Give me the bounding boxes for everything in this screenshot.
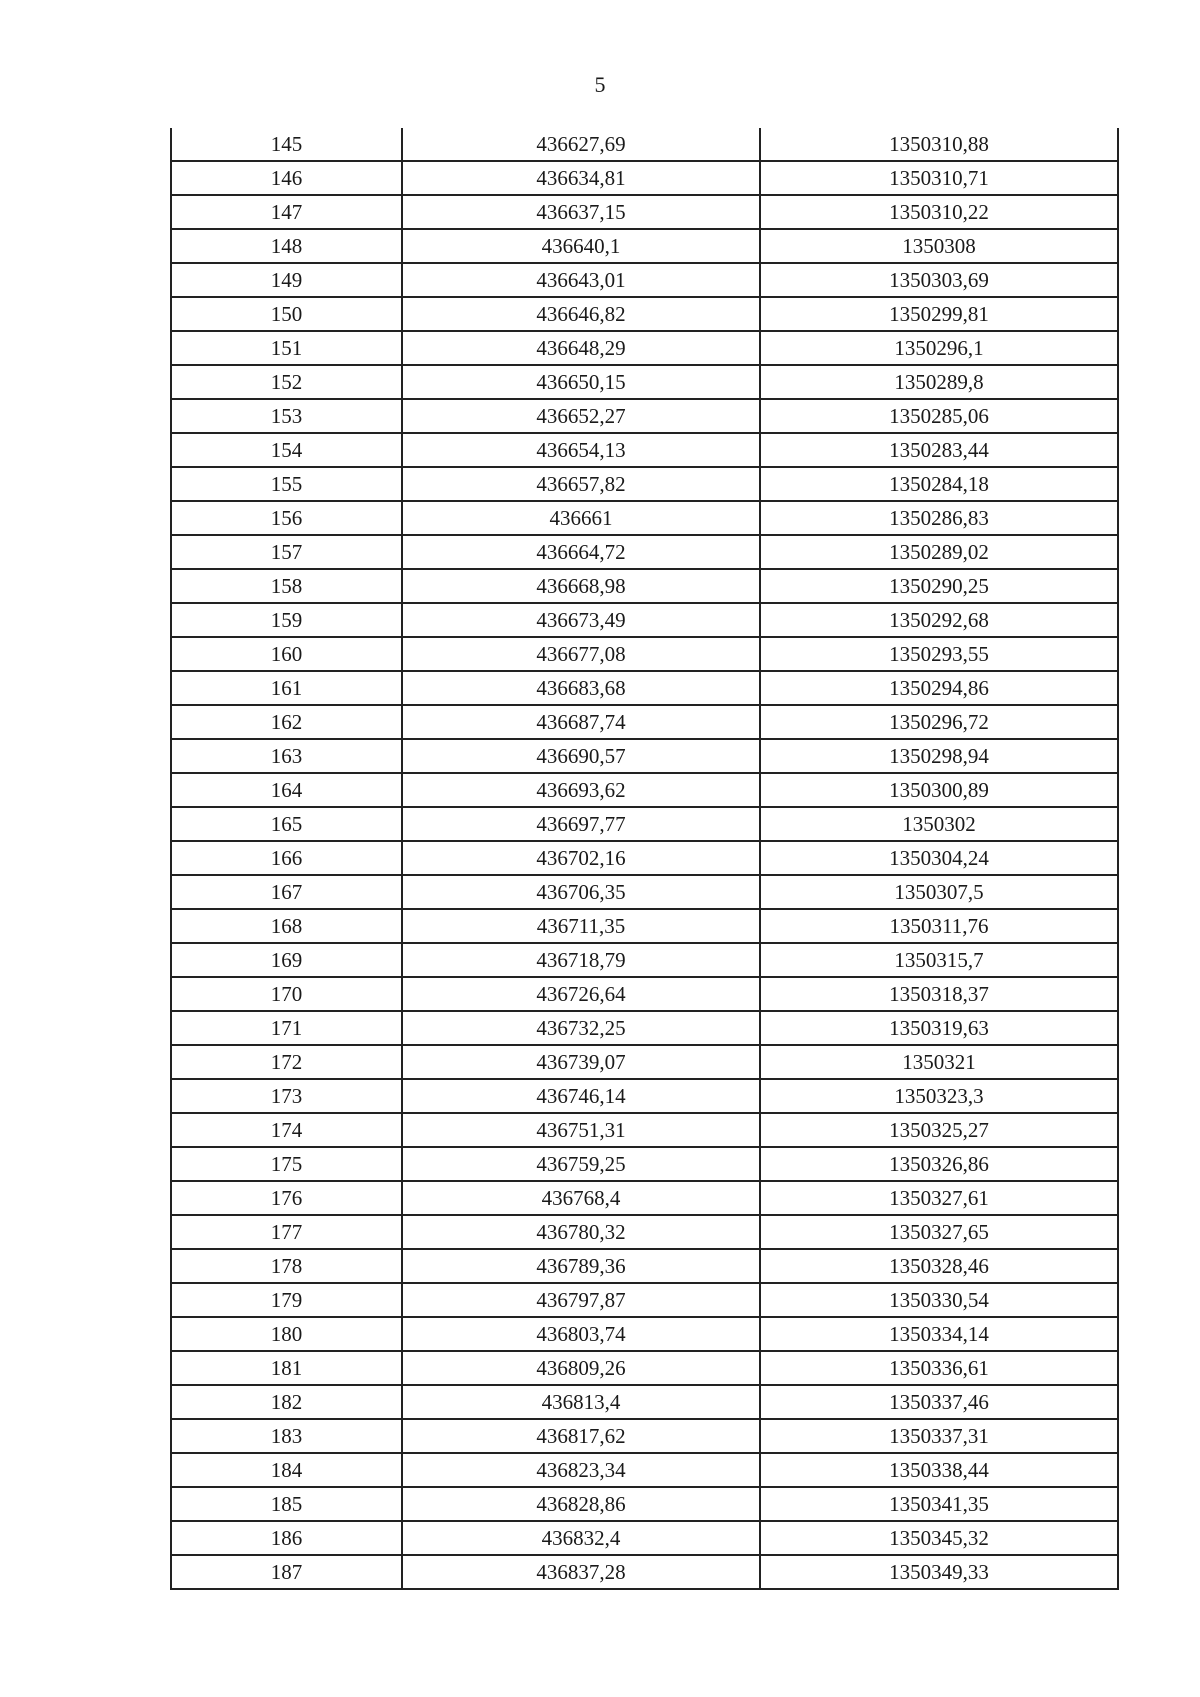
table-row	[171, 535, 1118, 569]
x-coordinate-cell: 436650,15	[402, 365, 760, 399]
y-coordinate-cell: 1350341,35	[760, 1487, 1118, 1521]
point-number-cell: 170	[171, 977, 402, 1011]
x-coordinate-cell: 436634,81	[402, 161, 760, 195]
x-coordinate-cell: 436768,4	[402, 1181, 760, 1215]
point-number-cell: 181	[171, 1351, 402, 1385]
y-coordinate-cell: 1350285,06	[760, 399, 1118, 433]
point-number-cell: 174	[171, 1113, 402, 1147]
table-row	[171, 297, 1118, 331]
table-row	[171, 1317, 1118, 1351]
x-coordinate-cell: 436837,28	[402, 1555, 760, 1589]
x-coordinate-cell: 436661	[402, 501, 760, 535]
point-number-cell: 145	[171, 128, 402, 161]
table-row	[171, 467, 1118, 501]
y-coordinate-cell: 1350319,63	[760, 1011, 1118, 1045]
point-number-cell: 168	[171, 909, 402, 943]
point-number-cell: 186	[171, 1521, 402, 1555]
point-number-cell: 183	[171, 1419, 402, 1453]
point-number-cell: 155	[171, 467, 402, 501]
x-coordinate-cell: 436652,27	[402, 399, 760, 433]
x-coordinate-cell: 436654,13	[402, 433, 760, 467]
x-coordinate-cell: 436718,79	[402, 943, 760, 977]
table-row	[171, 739, 1118, 773]
x-coordinate-cell: 436702,16	[402, 841, 760, 875]
y-coordinate-cell: 1350318,37	[760, 977, 1118, 1011]
table-row	[171, 773, 1118, 807]
y-coordinate-cell: 1350328,46	[760, 1249, 1118, 1283]
table-row	[171, 1521, 1118, 1555]
y-coordinate-cell: 1350290,25	[760, 569, 1118, 603]
x-coordinate-cell: 436673,49	[402, 603, 760, 637]
y-coordinate-cell: 1350337,31	[760, 1419, 1118, 1453]
table-row	[171, 671, 1118, 705]
x-coordinate-cell: 436646,82	[402, 297, 760, 331]
point-number-cell: 148	[171, 229, 402, 263]
y-coordinate-cell: 1350311,76	[760, 909, 1118, 943]
y-coordinate-cell: 1350283,44	[760, 433, 1118, 467]
point-number-cell: 161	[171, 671, 402, 705]
y-coordinate-cell: 1350338,44	[760, 1453, 1118, 1487]
point-number-cell: 164	[171, 773, 402, 807]
x-coordinate-cell: 436726,64	[402, 977, 760, 1011]
y-coordinate-cell: 1350334,14	[760, 1317, 1118, 1351]
x-coordinate-cell: 436683,68	[402, 671, 760, 705]
x-coordinate-cell: 436759,25	[402, 1147, 760, 1181]
x-coordinate-cell: 436803,74	[402, 1317, 760, 1351]
table-row	[171, 977, 1118, 1011]
y-coordinate-cell: 1350315,7	[760, 943, 1118, 977]
point-number-cell: 172	[171, 1045, 402, 1079]
y-coordinate-cell: 1350337,46	[760, 1385, 1118, 1419]
point-number-cell: 166	[171, 841, 402, 875]
point-number-cell: 149	[171, 263, 402, 297]
table-row	[171, 263, 1118, 297]
table-row	[171, 1249, 1118, 1283]
y-coordinate-cell: 1350345,32	[760, 1521, 1118, 1555]
table-row	[171, 365, 1118, 399]
point-number-cell: 162	[171, 705, 402, 739]
table-row	[171, 1045, 1118, 1079]
point-number-cell: 177	[171, 1215, 402, 1249]
point-number-cell: 152	[171, 365, 402, 399]
y-coordinate-cell: 1350310,71	[760, 161, 1118, 195]
y-coordinate-cell: 1350321	[760, 1045, 1118, 1079]
x-coordinate-cell: 436817,62	[402, 1419, 760, 1453]
table-row	[171, 1011, 1118, 1045]
y-coordinate-cell: 1350327,61	[760, 1181, 1118, 1215]
point-number-cell: 184	[171, 1453, 402, 1487]
point-number-cell: 153	[171, 399, 402, 433]
point-number-cell: 180	[171, 1317, 402, 1351]
table-row	[171, 1351, 1118, 1385]
y-coordinate-cell: 1350296,72	[760, 705, 1118, 739]
x-coordinate-cell: 436751,31	[402, 1113, 760, 1147]
point-number-cell: 178	[171, 1249, 402, 1283]
y-coordinate-cell: 1350303,69	[760, 263, 1118, 297]
point-number-cell: 156	[171, 501, 402, 535]
x-coordinate-cell: 436746,14	[402, 1079, 760, 1113]
table-row	[171, 1555, 1118, 1589]
coordinates-table	[170, 128, 1119, 1590]
x-coordinate-cell: 436828,86	[402, 1487, 760, 1521]
x-coordinate-cell: 436739,07	[402, 1045, 760, 1079]
x-coordinate-cell: 436732,25	[402, 1011, 760, 1045]
y-coordinate-cell: 1350325,27	[760, 1113, 1118, 1147]
x-coordinate-cell: 436640,1	[402, 229, 760, 263]
x-coordinate-cell: 436697,77	[402, 807, 760, 841]
y-coordinate-cell: 1350292,68	[760, 603, 1118, 637]
table-row	[171, 399, 1118, 433]
table-row	[171, 637, 1118, 671]
table-row	[171, 161, 1118, 195]
y-coordinate-cell: 1350323,3	[760, 1079, 1118, 1113]
table-row	[171, 195, 1118, 229]
point-number-cell: 151	[171, 331, 402, 365]
point-number-cell: 176	[171, 1181, 402, 1215]
point-number-cell: 169	[171, 943, 402, 977]
y-coordinate-cell: 1350289,8	[760, 365, 1118, 399]
point-number-cell: 150	[171, 297, 402, 331]
point-number-cell: 160	[171, 637, 402, 671]
table-row	[171, 603, 1118, 637]
x-coordinate-cell: 436637,15	[402, 195, 760, 229]
table-row	[171, 1147, 1118, 1181]
y-coordinate-cell: 1350300,89	[760, 773, 1118, 807]
y-coordinate-cell: 1350299,81	[760, 297, 1118, 331]
table-body	[171, 128, 1118, 1589]
table-row	[171, 1215, 1118, 1249]
y-coordinate-cell: 1350330,54	[760, 1283, 1118, 1317]
table-row	[171, 1487, 1118, 1521]
point-number-cell: 147	[171, 195, 402, 229]
x-coordinate-cell: 436780,32	[402, 1215, 760, 1249]
table-row	[171, 1113, 1118, 1147]
x-coordinate-cell: 436823,34	[402, 1453, 760, 1487]
x-coordinate-cell: 436797,87	[402, 1283, 760, 1317]
x-coordinate-cell: 436809,26	[402, 1351, 760, 1385]
x-coordinate-cell: 436693,62	[402, 773, 760, 807]
y-coordinate-cell: 1350304,24	[760, 841, 1118, 875]
x-coordinate-cell: 436687,74	[402, 705, 760, 739]
y-coordinate-cell: 1350310,88	[760, 128, 1118, 161]
y-coordinate-cell: 1350294,86	[760, 671, 1118, 705]
x-coordinate-cell: 436627,69	[402, 128, 760, 161]
table-row	[171, 501, 1118, 535]
x-coordinate-cell: 436706,35	[402, 875, 760, 909]
table-row	[171, 1181, 1118, 1215]
y-coordinate-cell: 1350298,94	[760, 739, 1118, 773]
y-coordinate-cell: 1350286,83	[760, 501, 1118, 535]
table-row	[171, 569, 1118, 603]
point-number-cell: 187	[171, 1555, 402, 1589]
x-coordinate-cell: 436648,29	[402, 331, 760, 365]
point-number-cell: 179	[171, 1283, 402, 1317]
y-coordinate-cell: 1350289,02	[760, 535, 1118, 569]
table-row	[171, 705, 1118, 739]
point-number-cell: 154	[171, 433, 402, 467]
page-number: 5	[594, 72, 606, 97]
point-number-cell: 165	[171, 807, 402, 841]
x-coordinate-cell: 436668,98	[402, 569, 760, 603]
point-number-cell: 185	[171, 1487, 402, 1521]
x-coordinate-cell: 436832,4	[402, 1521, 760, 1555]
point-number-cell: 158	[171, 569, 402, 603]
y-coordinate-cell: 1350302	[760, 807, 1118, 841]
table-row	[171, 875, 1118, 909]
table-row	[171, 909, 1118, 943]
x-coordinate-cell: 436813,4	[402, 1385, 760, 1419]
table-row	[171, 1283, 1118, 1317]
point-number-cell: 163	[171, 739, 402, 773]
x-coordinate-cell: 436789,36	[402, 1249, 760, 1283]
x-coordinate-cell: 436664,72	[402, 535, 760, 569]
table-row	[171, 433, 1118, 467]
y-coordinate-cell: 1350310,22	[760, 195, 1118, 229]
y-coordinate-cell: 1350326,86	[760, 1147, 1118, 1181]
point-number-cell: 167	[171, 875, 402, 909]
y-coordinate-cell: 1350349,33	[760, 1555, 1118, 1589]
x-coordinate-cell: 436643,01	[402, 263, 760, 297]
y-coordinate-cell: 1350296,1	[760, 331, 1118, 365]
point-number-cell: 173	[171, 1079, 402, 1113]
table-row	[171, 841, 1118, 875]
table-row	[171, 229, 1118, 263]
table-row	[171, 1079, 1118, 1113]
table-row	[171, 807, 1118, 841]
x-coordinate-cell: 436690,57	[402, 739, 760, 773]
y-coordinate-cell: 1350327,65	[760, 1215, 1118, 1249]
point-number-cell: 159	[171, 603, 402, 637]
table-row	[171, 1453, 1118, 1487]
point-number-cell: 157	[171, 535, 402, 569]
y-coordinate-cell: 1350308	[760, 229, 1118, 263]
point-number-cell: 171	[171, 1011, 402, 1045]
table-row	[171, 1385, 1118, 1419]
table-row	[171, 331, 1118, 365]
table-row	[171, 128, 1118, 161]
x-coordinate-cell: 436677,08	[402, 637, 760, 671]
x-coordinate-cell: 436657,82	[402, 467, 760, 501]
table-row	[171, 943, 1118, 977]
y-coordinate-cell: 1350293,55	[760, 637, 1118, 671]
y-coordinate-cell: 1350284,18	[760, 467, 1118, 501]
x-coordinate-cell: 436711,35	[402, 909, 760, 943]
table-row	[171, 1419, 1118, 1453]
y-coordinate-cell: 1350307,5	[760, 875, 1118, 909]
point-number-cell: 182	[171, 1385, 402, 1419]
y-coordinate-cell: 1350336,61	[760, 1351, 1118, 1385]
point-number-cell: 146	[171, 161, 402, 195]
point-number-cell: 175	[171, 1147, 402, 1181]
